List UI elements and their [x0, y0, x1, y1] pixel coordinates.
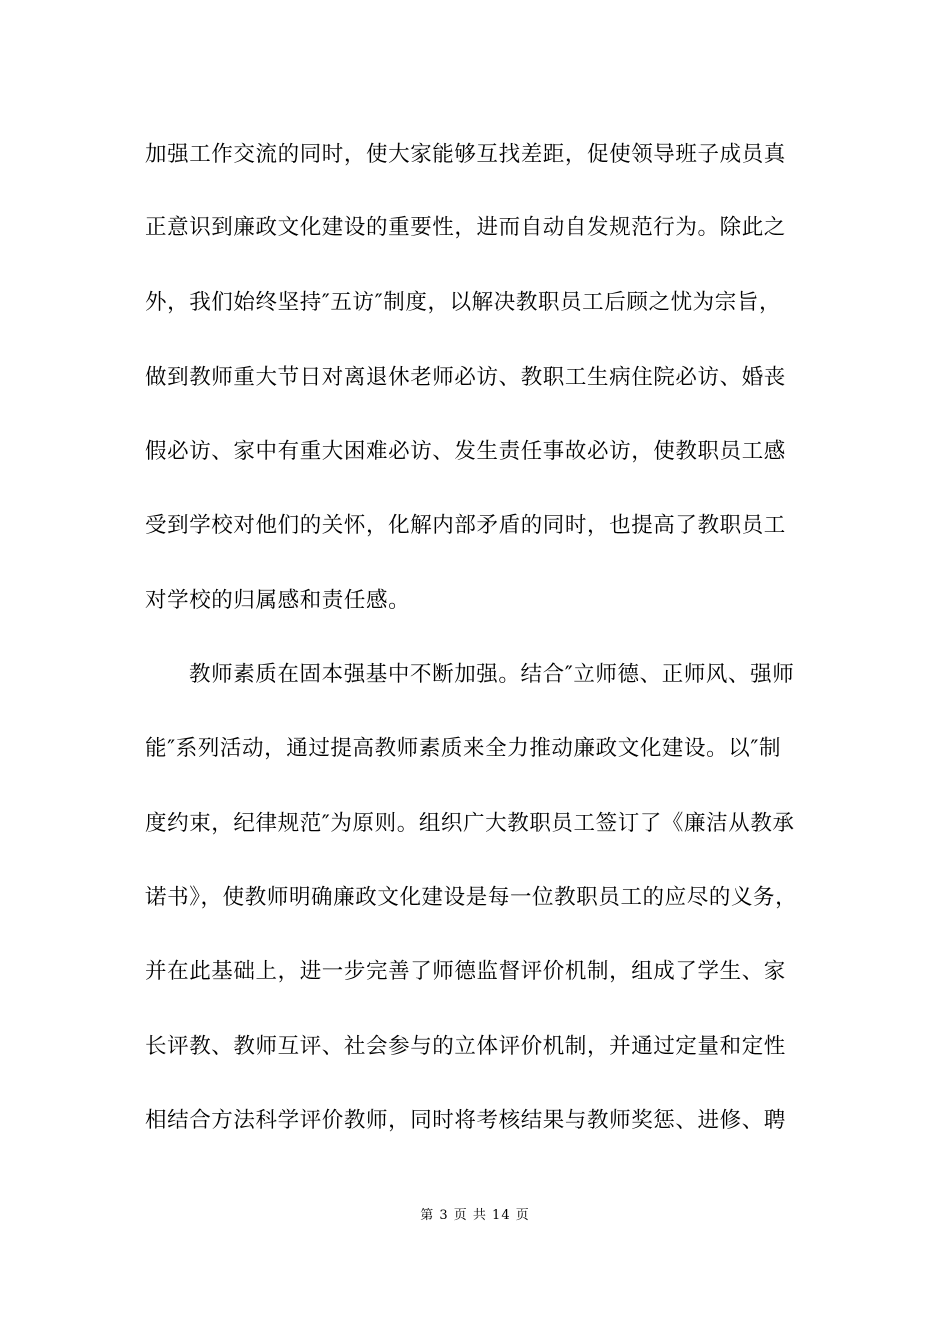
paragraph-2-line-2: 能″系列活动，通过提高教师素质来全力推动廉政文化建设。以″制	[145, 736, 782, 761]
paragraph-2-line-4: 诺书》，使教师明确廉政文化建设是每一位教职员工的应尽的义务，	[145, 885, 798, 910]
paragraph-1-line-4: 做到教师重大节日对离退休老师必访、教职工生病住院必访、婚丧	[145, 365, 786, 390]
paragraph-2-line-6: 长评教、教师互评、社会参与的立体评价机制，并通过定量和定性	[145, 1034, 786, 1059]
paragraph-1-line-5: 假必访、家中有重大困难必访、发生责任事故必访，使教职员工感	[145, 439, 786, 464]
paragraph-2-line-1: 教师素质在固本强基中不断加强。结合″立师德、正师风、强师	[189, 662, 795, 687]
paragraph-2-line-7: 相结合方法科学评价教师，同时将考核结果与教师奖惩、进修、聘	[145, 1108, 786, 1133]
page-number-footer: 第 3 页 共 14 页	[420, 1208, 530, 1223]
paragraph-1-line-1: 加强工作交流的同时，使大家能够互找差距，促使领导班子成员真	[145, 142, 786, 167]
paragraph-1-line-7: 对学校的归属感和责任感。	[145, 588, 411, 613]
paragraph-1-line-2: 正意识到廉政文化建设的重要性，进而自动自发规范行为。除此之	[145, 215, 786, 240]
paragraph-1-line-6: 受到学校对他们的关怀，化解内部矛盾的同时，也提高了教职员工	[145, 513, 786, 538]
paragraph-2-line-3: 度约束，纪律规范″为原则。组织广大教职员工签订了《廉洁从教承	[145, 811, 795, 836]
paragraph-2-line-5: 并在此基础上，进一步完善了师德监督评价机制，组成了学生、家	[145, 959, 786, 984]
paragraph-1-line-3: 外，我们始终坚持″五访″制度，以解决教职员工后顾之忧为宗旨，	[145, 290, 782, 315]
